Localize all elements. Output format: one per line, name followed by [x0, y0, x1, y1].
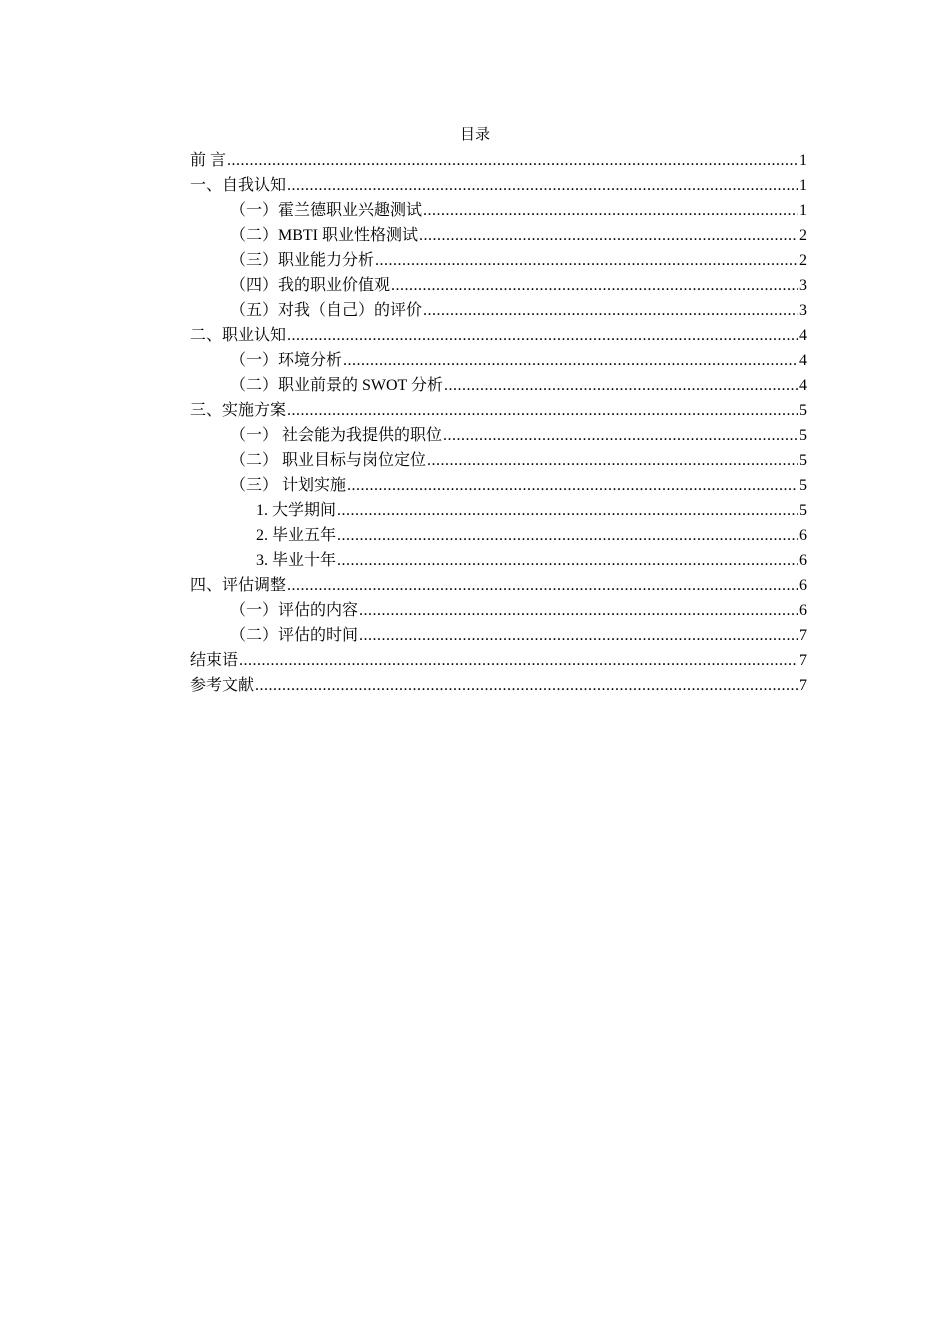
dot-leader: [337, 498, 798, 523]
dot-leader: [337, 523, 798, 548]
dot-leader: [239, 648, 798, 673]
toc-entry-page: 4: [799, 327, 807, 344]
toc-entry[interactable]: [190, 598, 807, 623]
toc-entry-page: 6: [799, 602, 807, 619]
toc-entry-page: 5: [799, 402, 807, 419]
dot-leader: [359, 623, 798, 648]
toc-entry-label: 三、实施方案: [190, 402, 287, 419]
toc-entry-page: 7: [799, 677, 807, 694]
dot-leader: [343, 348, 798, 373]
toc-entry-label: （二）MBTI 职业性格测试: [230, 227, 419, 244]
dot-leader: [337, 548, 798, 573]
toc-entry[interactable]: [190, 173, 807, 198]
toc-entry-label: 结束语: [190, 652, 239, 669]
dot-leader: [419, 223, 798, 248]
toc-entry-page: 5: [799, 452, 807, 469]
toc-entry-label: 一、自我认知: [190, 177, 287, 194]
toc-entry[interactable]: [190, 248, 807, 273]
dot-leader: [444, 373, 798, 398]
toc-entry-label: （二）评估的时间: [230, 627, 359, 644]
toc-entry-label: （二）职业前景的 SWOT 分析: [230, 377, 444, 394]
dot-leader: [287, 173, 798, 198]
dot-leader: [287, 573, 798, 598]
table-of-contents: [190, 148, 807, 698]
dot-leader: [423, 198, 798, 223]
toc-entry[interactable]: [190, 223, 807, 248]
toc-entry[interactable]: [190, 498, 807, 523]
toc-entry-page: 6: [799, 527, 807, 544]
toc-entry-label: （一）霍兰德职业兴趣测试: [230, 202, 423, 219]
toc-entry[interactable]: [190, 148, 807, 173]
toc-entry[interactable]: [190, 648, 807, 673]
toc-entry-page: 4: [799, 377, 807, 394]
toc-entry[interactable]: [190, 573, 807, 598]
toc-entry-label: （四）我的职业价值观: [230, 277, 391, 294]
toc-entry-page: 6: [799, 552, 807, 569]
toc-entry-page: 1: [799, 202, 807, 219]
toc-title: 目录: [459, 127, 490, 143]
toc-entry-label: （一）环境分析: [230, 352, 343, 369]
toc-entry-page: 6: [799, 577, 807, 594]
dot-leader: [391, 273, 798, 298]
toc-entry-label: （二） 职业目标与岗位定位: [230, 452, 427, 469]
toc-entry-page: 1: [799, 152, 807, 169]
toc-entry-page: 5: [799, 502, 807, 519]
toc-entry[interactable]: [190, 348, 807, 373]
toc-entry-label: 前 言: [190, 152, 227, 169]
toc-entry-label: （三） 计划实施: [230, 477, 347, 494]
dot-leader: [427, 448, 798, 473]
toc-entry-label: 参考文献: [190, 677, 255, 694]
dot-leader: [443, 423, 798, 448]
toc-entry[interactable]: [190, 373, 807, 398]
toc-entry[interactable]: [190, 298, 807, 323]
toc-entry-page: 5: [799, 427, 807, 444]
toc-entry-page: 2: [799, 227, 807, 244]
dot-leader: [287, 398, 798, 423]
dot-leader: [375, 248, 798, 273]
dot-leader: [287, 323, 798, 348]
toc-entry-label: 四、评估调整: [190, 577, 287, 594]
toc-entry[interactable]: [190, 198, 807, 223]
toc-entry[interactable]: [190, 448, 807, 473]
dot-leader: [423, 298, 798, 323]
toc-entry-page: 1: [799, 177, 807, 194]
toc-entry-label: （五）对我（自己）的评价: [230, 302, 423, 319]
toc-entry-page: 2: [799, 252, 807, 269]
toc-entry-label: （一） 社会能为我提供的职位: [230, 427, 443, 444]
toc-entry[interactable]: [190, 423, 807, 448]
toc-entry-label: （一）评估的内容: [230, 602, 359, 619]
dot-leader: [347, 473, 798, 498]
toc-entry[interactable]: [190, 623, 807, 648]
toc-entry-page: 5: [799, 477, 807, 494]
toc-entry[interactable]: [190, 523, 807, 548]
toc-entry-page: 4: [799, 352, 807, 369]
dot-leader: [227, 148, 798, 173]
toc-entry-page: 3: [799, 302, 807, 319]
toc-entry[interactable]: [190, 548, 807, 573]
toc-entry-label: 1. 大学期间: [256, 502, 337, 519]
toc-entry-label: 2. 毕业五年: [256, 527, 337, 544]
toc-entry[interactable]: [190, 273, 807, 298]
toc-entry-label: 二、职业认知: [190, 327, 287, 344]
toc-entry[interactable]: [190, 673, 807, 698]
toc-entry-label: （三）职业能力分析: [230, 252, 375, 269]
dot-leader: [255, 673, 798, 698]
toc-entry-label: 3. 毕业十年: [256, 552, 337, 569]
toc-entry-page: 7: [799, 652, 807, 669]
toc-entry[interactable]: [190, 398, 807, 423]
dot-leader: [359, 598, 798, 623]
toc-entry[interactable]: [190, 323, 807, 348]
toc-entry[interactable]: [190, 473, 807, 498]
toc-entry-page: 7: [799, 627, 807, 644]
toc-entry-page: 3: [799, 277, 807, 294]
